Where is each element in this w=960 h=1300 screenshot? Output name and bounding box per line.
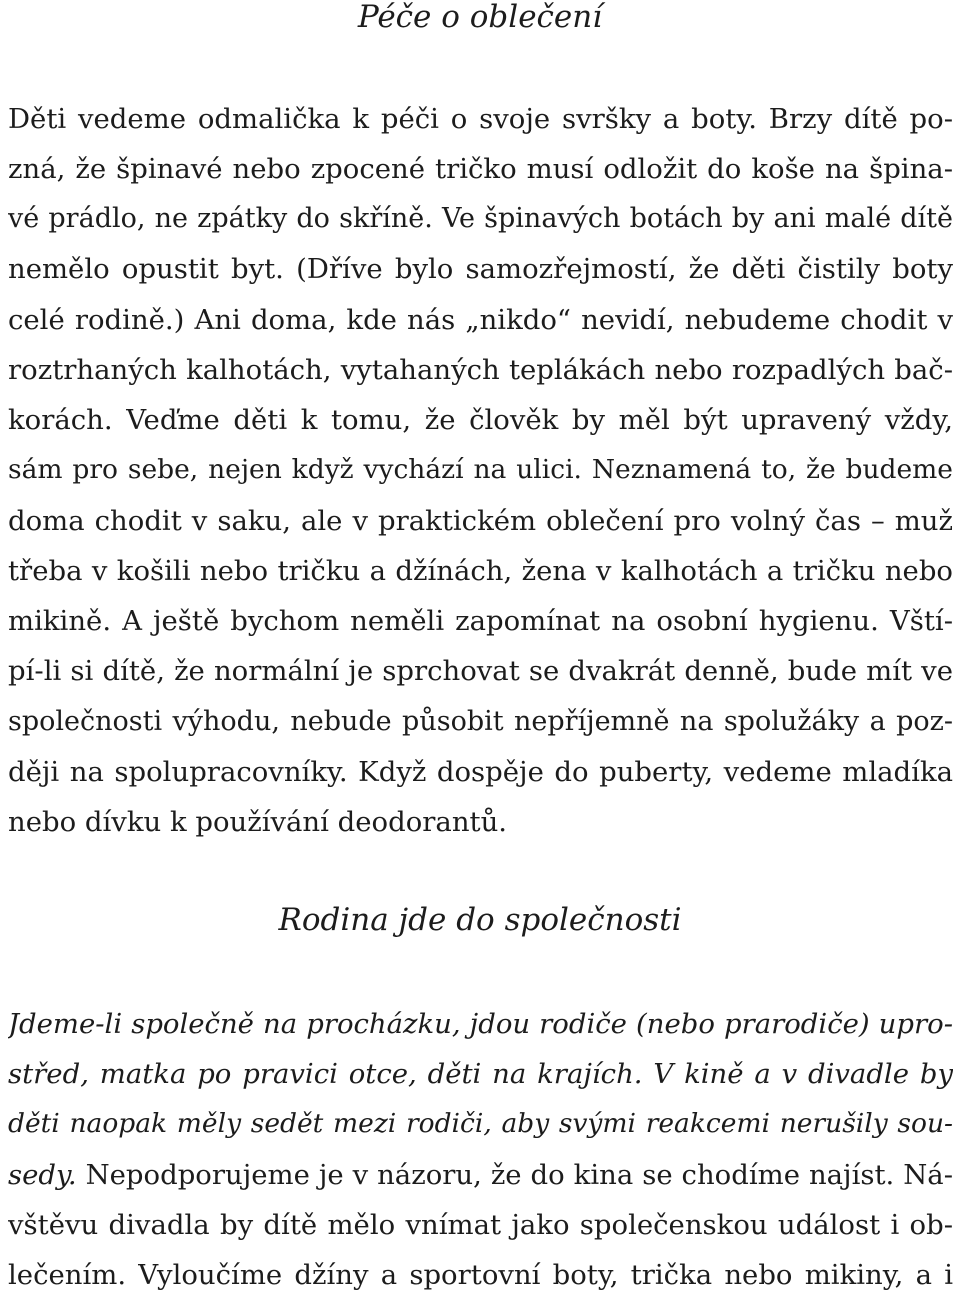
text-line: zná, že špinavé nebo zpocené tričko musí odložit do koše na špina-	[8, 153, 953, 185]
section-heading-clothing-care: Péče o oblečení	[357, 0, 603, 35]
text-line: sám pro sebe, nejen když vychází na ulici. Neznamená to, že budeme	[8, 454, 953, 485]
text-line: ději na spolupracovníky. Když dospěje do puberty, vedeme mladíka	[8, 756, 953, 788]
text-line: Jdeme-li společně na procházku, jdou rodiče (nebo prarodiče) upro-	[8, 1008, 953, 1040]
text-line	[8, 1150, 953, 1200]
text-line: nebo dívku k používání deodorantů.	[8, 806, 508, 838]
text-line: korách. Veďme děti k tomu, že člověk by měl být upravený vždy,	[8, 404, 953, 436]
text-line: celé rodině.) Ani doma, kde nás „nikdo“ nevidí, nebudeme chodit v	[8, 304, 953, 336]
text-line: vštěvu divadla by dítě mělo vnímat jako společenskou událost i ob-	[8, 1209, 953, 1241]
text-line: Děti vedeme odmalička k péči o svoje svršky a boty. Brzy dítě po-	[8, 103, 953, 135]
text-line: pí-li si dítě, že normální je sprchovat se dvakrát denně, bude mít ve	[8, 655, 953, 687]
text-line: doma chodit v saku, ale v praktickém oblečení pro volný čas – muž	[8, 505, 953, 537]
text-line-regular-part: Nepodporujeme je v názoru, že do kina se chodíme najíst. Ná-	[85, 1159, 953, 1191]
text-line: společnosti výhodu, nebude působit nepříjemně na spolužáky a poz-	[8, 706, 953, 737]
text-line: střed, matka po pravici otce, děti na krajích. V kině a v divadle by	[8, 1058, 953, 1090]
text-line: mikině. A ještě bychom neměli zapomínat na osobní hygienu. Vští-	[8, 605, 953, 637]
text-line: děti naopak měly sedět mezi rodiči, aby svými reakcemi nerušily sou-	[8, 1108, 953, 1139]
text-line: lečením. Vyloučíme džíny a sportovní boty, trička nebo mikiny, a i	[8, 1259, 953, 1291]
text-line: nemělo opustit byt. (Dříve bylo samozřejmostí, že děti čistily boty	[8, 253, 953, 285]
text-line: třeba v košili nebo tričku a džínách, žena v kalhotách a tričku nebo	[8, 555, 953, 587]
text-line-italic-part: sedy.	[8, 1159, 77, 1191]
section-heading-family-outing: Rodina jde do společnosti	[278, 902, 682, 938]
text-line: vé prádlo, ne zpátky do skříně. Ve špinavých botách by ani malé dítě	[8, 203, 953, 234]
text-line: roztrhaných kalhotách, vytahaných teplákách nebo rozpadlých bač-	[8, 354, 953, 386]
